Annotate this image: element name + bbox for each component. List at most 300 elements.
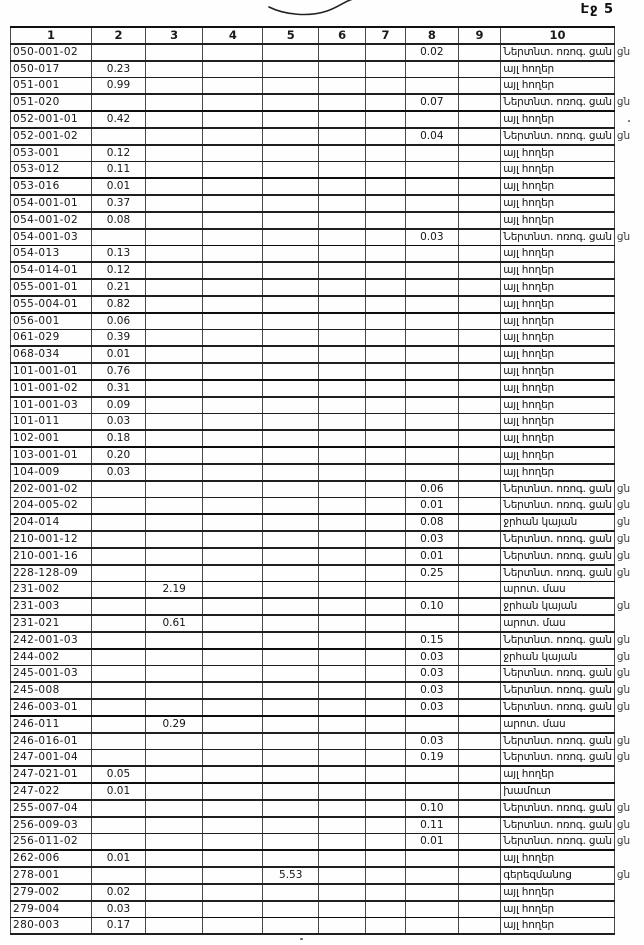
value-cell (319, 750, 366, 767)
value-cell (319, 834, 366, 851)
value-cell (366, 850, 406, 867)
column-header-4: 4 (203, 27, 263, 44)
value-cell (203, 262, 263, 279)
value-cell (366, 296, 406, 313)
value-cell (92, 733, 146, 750)
value-cell (405, 716, 458, 733)
value-cell (405, 363, 458, 380)
value-cell (366, 61, 406, 78)
land-type-label: այլ հողեր (501, 464, 615, 481)
value-cell (366, 279, 406, 296)
value-cell (366, 229, 406, 246)
land-type-label: Ներտնտ. ոռոգ. ցան (501, 834, 615, 851)
value-cell (366, 766, 406, 783)
value-cell (263, 414, 319, 431)
value-cell (263, 111, 319, 128)
value-cell (405, 430, 458, 447)
value-cell (145, 78, 203, 95)
value-cell (263, 330, 319, 347)
value-cell (458, 649, 500, 666)
value-cell (405, 111, 458, 128)
parcel-code: 052-001-02 (11, 128, 92, 145)
value-cell (458, 733, 500, 750)
table-header-row (11, 27, 644, 44)
value-cell: 0.05 (92, 766, 146, 783)
value-cell (458, 447, 500, 464)
value-cell: 0.10 (405, 598, 458, 615)
table-row (11, 649, 644, 666)
value-cell (145, 884, 203, 901)
parcel-code: 050-017 (11, 61, 92, 78)
value-cell (263, 464, 319, 481)
value-cell: 0.15 (405, 632, 458, 649)
value-cell (263, 94, 319, 111)
value-cell (263, 733, 319, 750)
value-cell (458, 397, 500, 414)
land-parcel-table (10, 26, 644, 935)
table-row (11, 834, 644, 851)
value-cell (263, 548, 319, 565)
table-row (11, 783, 644, 800)
value-cell (263, 598, 319, 615)
value-cell (405, 447, 458, 464)
value-cell: 0.06 (405, 481, 458, 498)
value-cell (319, 615, 366, 632)
land-type-label: այլ հողեր (501, 111, 615, 128)
land-type-label: Ներտնտ. ոռոգ. ցան (501, 548, 615, 565)
value-cell (458, 229, 500, 246)
value-cell (145, 649, 203, 666)
value-cell (458, 346, 500, 363)
value-cell (405, 178, 458, 195)
parcel-code: 246-016-01 (11, 733, 92, 750)
value-cell (92, 548, 146, 565)
value-cell (319, 397, 366, 414)
land-type-label: Ներտնտ. ոռոգ. ցան (501, 750, 615, 767)
margin-note: ցն (616, 96, 631, 108)
value-cell (145, 296, 203, 313)
value-cell (145, 867, 203, 884)
value-cell (203, 766, 263, 783)
value-cell (458, 766, 500, 783)
value-cell (319, 195, 366, 212)
land-type-label: այլ հողեր (501, 397, 615, 414)
table-row (11, 279, 644, 296)
value-cell (458, 363, 500, 380)
margin-note (614, 414, 643, 431)
parcel-code: 051-020 (11, 94, 92, 111)
land-type-label: այլ հողեր (501, 262, 615, 279)
value-cell (263, 430, 319, 447)
value-cell (203, 212, 263, 229)
value-cell (458, 716, 500, 733)
margin-note (614, 380, 643, 397)
margin-note: ցն (616, 600, 631, 612)
value-cell (263, 750, 319, 767)
table-row (11, 178, 644, 195)
value-cell (263, 178, 319, 195)
value-cell (319, 682, 366, 699)
value-cell (366, 212, 406, 229)
land-type-label: այլ հողեր (501, 145, 615, 162)
value-cell (458, 666, 500, 683)
value-cell (405, 918, 458, 935)
value-cell (405, 195, 458, 212)
margin-note (614, 330, 643, 347)
value-cell (319, 884, 366, 901)
table-row (11, 313, 644, 330)
table-row (11, 750, 644, 767)
value-cell (366, 783, 406, 800)
value-cell (319, 279, 366, 296)
parcel-code: 231-021 (11, 615, 92, 632)
value-cell (92, 94, 146, 111)
value-cell (319, 800, 366, 817)
value-cell (366, 548, 406, 565)
value-cell (145, 733, 203, 750)
land-type-label: այլ հողեր (501, 850, 615, 867)
table-row (11, 195, 644, 212)
value-cell (319, 330, 366, 347)
margin-note (614, 61, 643, 78)
value-cell (366, 834, 406, 851)
value-cell (203, 330, 263, 347)
value-cell (203, 78, 263, 95)
parcel-code: 101-001-01 (11, 363, 92, 380)
value-cell (366, 750, 406, 767)
value-cell: 0.13 (92, 246, 146, 263)
land-type-label: այլ հողեր (501, 296, 615, 313)
parcel-code: 279-002 (11, 884, 92, 901)
margin-note (614, 78, 643, 95)
parcel-code: 228-128-09 (11, 565, 92, 582)
value-cell (319, 565, 366, 582)
parcel-code: 247-022 (11, 783, 92, 800)
value-cell (92, 565, 146, 582)
land-type-label: այլ հողեր (501, 918, 615, 935)
land-type-label: Ներտնտ. ոռոգ. ցան (501, 817, 615, 834)
value-cell: 0.31 (92, 380, 146, 397)
column-header-10: 10 (501, 27, 615, 44)
value-cell (366, 195, 406, 212)
value-cell: 0.03 (92, 901, 146, 918)
parcel-code: 054-001-01 (11, 195, 92, 212)
parcel-code: 051-001 (11, 78, 92, 95)
value-cell (319, 817, 366, 834)
value-cell (366, 380, 406, 397)
column-header-3: 3 (145, 27, 203, 44)
parcel-code: 054-001-02 (11, 212, 92, 229)
parcel-code: 210-001-16 (11, 548, 92, 565)
value-cell (263, 615, 319, 632)
value-cell (145, 346, 203, 363)
value-cell (319, 867, 366, 884)
value-cell (263, 346, 319, 363)
land-type-label: այլ հողեր (501, 78, 615, 95)
table-row (11, 548, 644, 565)
page-number: Էջ 5 (580, 2, 614, 17)
value-cell (263, 582, 319, 599)
value-cell (263, 262, 319, 279)
value-cell (203, 666, 263, 683)
value-cell (203, 94, 263, 111)
value-cell (319, 346, 366, 363)
value-cell (145, 380, 203, 397)
value-cell (458, 262, 500, 279)
value-cell (92, 531, 146, 548)
margin-note (614, 850, 643, 867)
value-cell (319, 363, 366, 380)
margin-note (614, 901, 643, 918)
land-type-label: այլ հողեր (501, 246, 615, 263)
value-cell (92, 44, 146, 61)
value-cell: 0.39 (92, 330, 146, 347)
value-cell (458, 498, 500, 515)
value-cell (145, 162, 203, 179)
value-cell (366, 44, 406, 61)
value-cell (145, 598, 203, 615)
value-cell (145, 229, 203, 246)
margin-note (614, 195, 643, 212)
value-cell (319, 783, 366, 800)
table-row (11, 447, 644, 464)
value-cell (203, 548, 263, 565)
value-cell (263, 229, 319, 246)
land-type-label: Ներտնտ. ոռոգ. ցան (501, 682, 615, 699)
value-cell (203, 565, 263, 582)
value-cell (319, 716, 366, 733)
value-cell (405, 330, 458, 347)
value-cell (458, 481, 500, 498)
value-cell (92, 229, 146, 246)
value-cell (319, 78, 366, 95)
column-header-1: 1 (11, 27, 92, 44)
value-cell (458, 162, 500, 179)
column-header-6: 6 (319, 27, 366, 44)
value-cell (145, 783, 203, 800)
value-cell (458, 94, 500, 111)
value-cell (263, 766, 319, 783)
value-cell (263, 380, 319, 397)
value-cell (145, 750, 203, 767)
value-cell (405, 615, 458, 632)
table-row (11, 498, 644, 515)
margin-note (614, 279, 643, 296)
value-cell (319, 901, 366, 918)
parcel-code: 104-009 (11, 464, 92, 481)
margin-note: ցն (616, 46, 631, 58)
value-cell (366, 162, 406, 179)
margin-note: ցն (616, 550, 631, 562)
value-cell (203, 632, 263, 649)
land-type-label: ջրհան կայան (501, 514, 615, 531)
value-cell (145, 464, 203, 481)
value-cell (145, 666, 203, 683)
parcel-code: 280-003 (11, 918, 92, 935)
margin-note: ցն (616, 684, 631, 696)
margin-note (614, 766, 643, 783)
value-cell (145, 901, 203, 918)
margin-note (614, 918, 643, 935)
value-cell: 0.11 (405, 817, 458, 834)
value-cell (203, 531, 263, 548)
margin-note: ցն (616, 499, 631, 512)
value-cell (203, 867, 263, 884)
value-cell: 0.99 (92, 78, 146, 95)
value-cell: 0.01 (405, 548, 458, 565)
value-cell (319, 666, 366, 683)
table-row (11, 330, 644, 347)
value-cell (366, 128, 406, 145)
value-cell (203, 128, 263, 145)
value-cell (458, 901, 500, 918)
value-cell (145, 145, 203, 162)
value-cell (405, 279, 458, 296)
value-cell (319, 699, 366, 716)
value-cell (319, 766, 366, 783)
value-cell (458, 884, 500, 901)
margin-note (614, 430, 643, 447)
value-cell (145, 262, 203, 279)
value-cell: 0.01 (92, 346, 146, 363)
land-type-label: այլ հողեր (501, 363, 615, 380)
value-cell (366, 901, 406, 918)
land-type-label: խամուտ (501, 783, 615, 800)
value-cell (405, 212, 458, 229)
scan-artifact (628, 120, 630, 122)
land-type-label: այլ հողեր (501, 901, 615, 918)
table-row (11, 229, 644, 246)
value-cell (263, 296, 319, 313)
parcel-code: 202-001-02 (11, 481, 92, 498)
table-row (11, 733, 644, 750)
value-cell (203, 313, 263, 330)
value-cell (92, 649, 146, 666)
parcel-code: 055-004-01 (11, 296, 92, 313)
value-cell (145, 128, 203, 145)
value-cell: 0.03 (92, 414, 146, 431)
parcel-code: 053-012 (11, 162, 92, 179)
value-cell: 0.03 (92, 464, 146, 481)
value-cell (203, 279, 263, 296)
margin-note: ցն (616, 835, 631, 848)
value-cell (263, 884, 319, 901)
value-cell (366, 884, 406, 901)
land-type-label: այլ հողեր (501, 330, 615, 347)
value-cell: 0.03 (405, 682, 458, 699)
value-cell (203, 901, 263, 918)
value-cell (366, 615, 406, 632)
value-cell (366, 565, 406, 582)
value-cell (458, 918, 500, 935)
table-row (11, 128, 644, 145)
value-cell (458, 682, 500, 699)
value-cell (366, 716, 406, 733)
margin-note: ցն (616, 482, 631, 495)
value-cell (366, 397, 406, 414)
land-type-label: Ներտնտ. ոռոգ. ցան (501, 498, 615, 515)
land-type-label: այլ հողեր (501, 162, 615, 179)
value-cell (366, 330, 406, 347)
value-cell (263, 666, 319, 683)
value-cell (458, 834, 500, 851)
margin-note: ցն (616, 566, 631, 579)
value-cell (366, 531, 406, 548)
land-type-label: ջրհան կայան (501, 598, 615, 615)
value-cell (145, 514, 203, 531)
value-cell (458, 867, 500, 884)
value-cell: 0.12 (92, 145, 146, 162)
land-type-label: այլ հողեր (501, 884, 615, 901)
pen-mark (265, 0, 357, 22)
value-cell: 0.08 (405, 514, 458, 531)
value-cell (366, 699, 406, 716)
value-cell (263, 632, 319, 649)
value-cell (458, 464, 500, 481)
value-cell (92, 682, 146, 699)
table-row (11, 850, 644, 867)
value-cell (145, 817, 203, 834)
column-header-7: 7 (366, 27, 406, 44)
value-cell: 0.01 (92, 850, 146, 867)
land-type-label: արոտ. մաս (501, 716, 615, 733)
value-cell (405, 867, 458, 884)
value-cell (263, 783, 319, 800)
value-cell (203, 783, 263, 800)
table-row (11, 296, 644, 313)
value-cell (366, 430, 406, 447)
value-cell (203, 346, 263, 363)
parcel-code: 246-003-01 (11, 699, 92, 716)
table-row (11, 884, 644, 901)
margin-note (614, 178, 643, 195)
value-cell (263, 817, 319, 834)
land-type-label: Ներտնտ. ոռոգ. ցան (501, 44, 615, 61)
value-cell (366, 111, 406, 128)
land-type-label: Ներտնտ. ոռոգ. ցան (501, 229, 615, 246)
value-cell (145, 800, 203, 817)
margin-note: ցն (616, 869, 631, 881)
value-cell (458, 632, 500, 649)
value-cell (366, 94, 406, 111)
value-cell: 0.11 (92, 162, 146, 179)
margin-note (614, 296, 643, 313)
value-cell (203, 111, 263, 128)
value-cell (203, 464, 263, 481)
value-cell (319, 162, 366, 179)
value-cell (405, 380, 458, 397)
value-cell (263, 447, 319, 464)
margin-note (614, 262, 643, 279)
value-cell: 0.06 (92, 313, 146, 330)
value-cell (458, 178, 500, 195)
value-cell (319, 229, 366, 246)
value-cell (263, 212, 319, 229)
value-cell (319, 632, 366, 649)
land-type-label: արոտ. մաս (501, 582, 615, 599)
value-cell (203, 61, 263, 78)
value-cell (366, 817, 406, 834)
table-row (11, 363, 644, 380)
value-cell (319, 61, 366, 78)
land-type-label: ջրհան կայան (501, 649, 615, 666)
parcel-code: 278-001 (11, 867, 92, 884)
value-cell (203, 716, 263, 733)
value-cell (92, 834, 146, 851)
value-cell (145, 363, 203, 380)
value-cell (366, 464, 406, 481)
value-cell (405, 346, 458, 363)
